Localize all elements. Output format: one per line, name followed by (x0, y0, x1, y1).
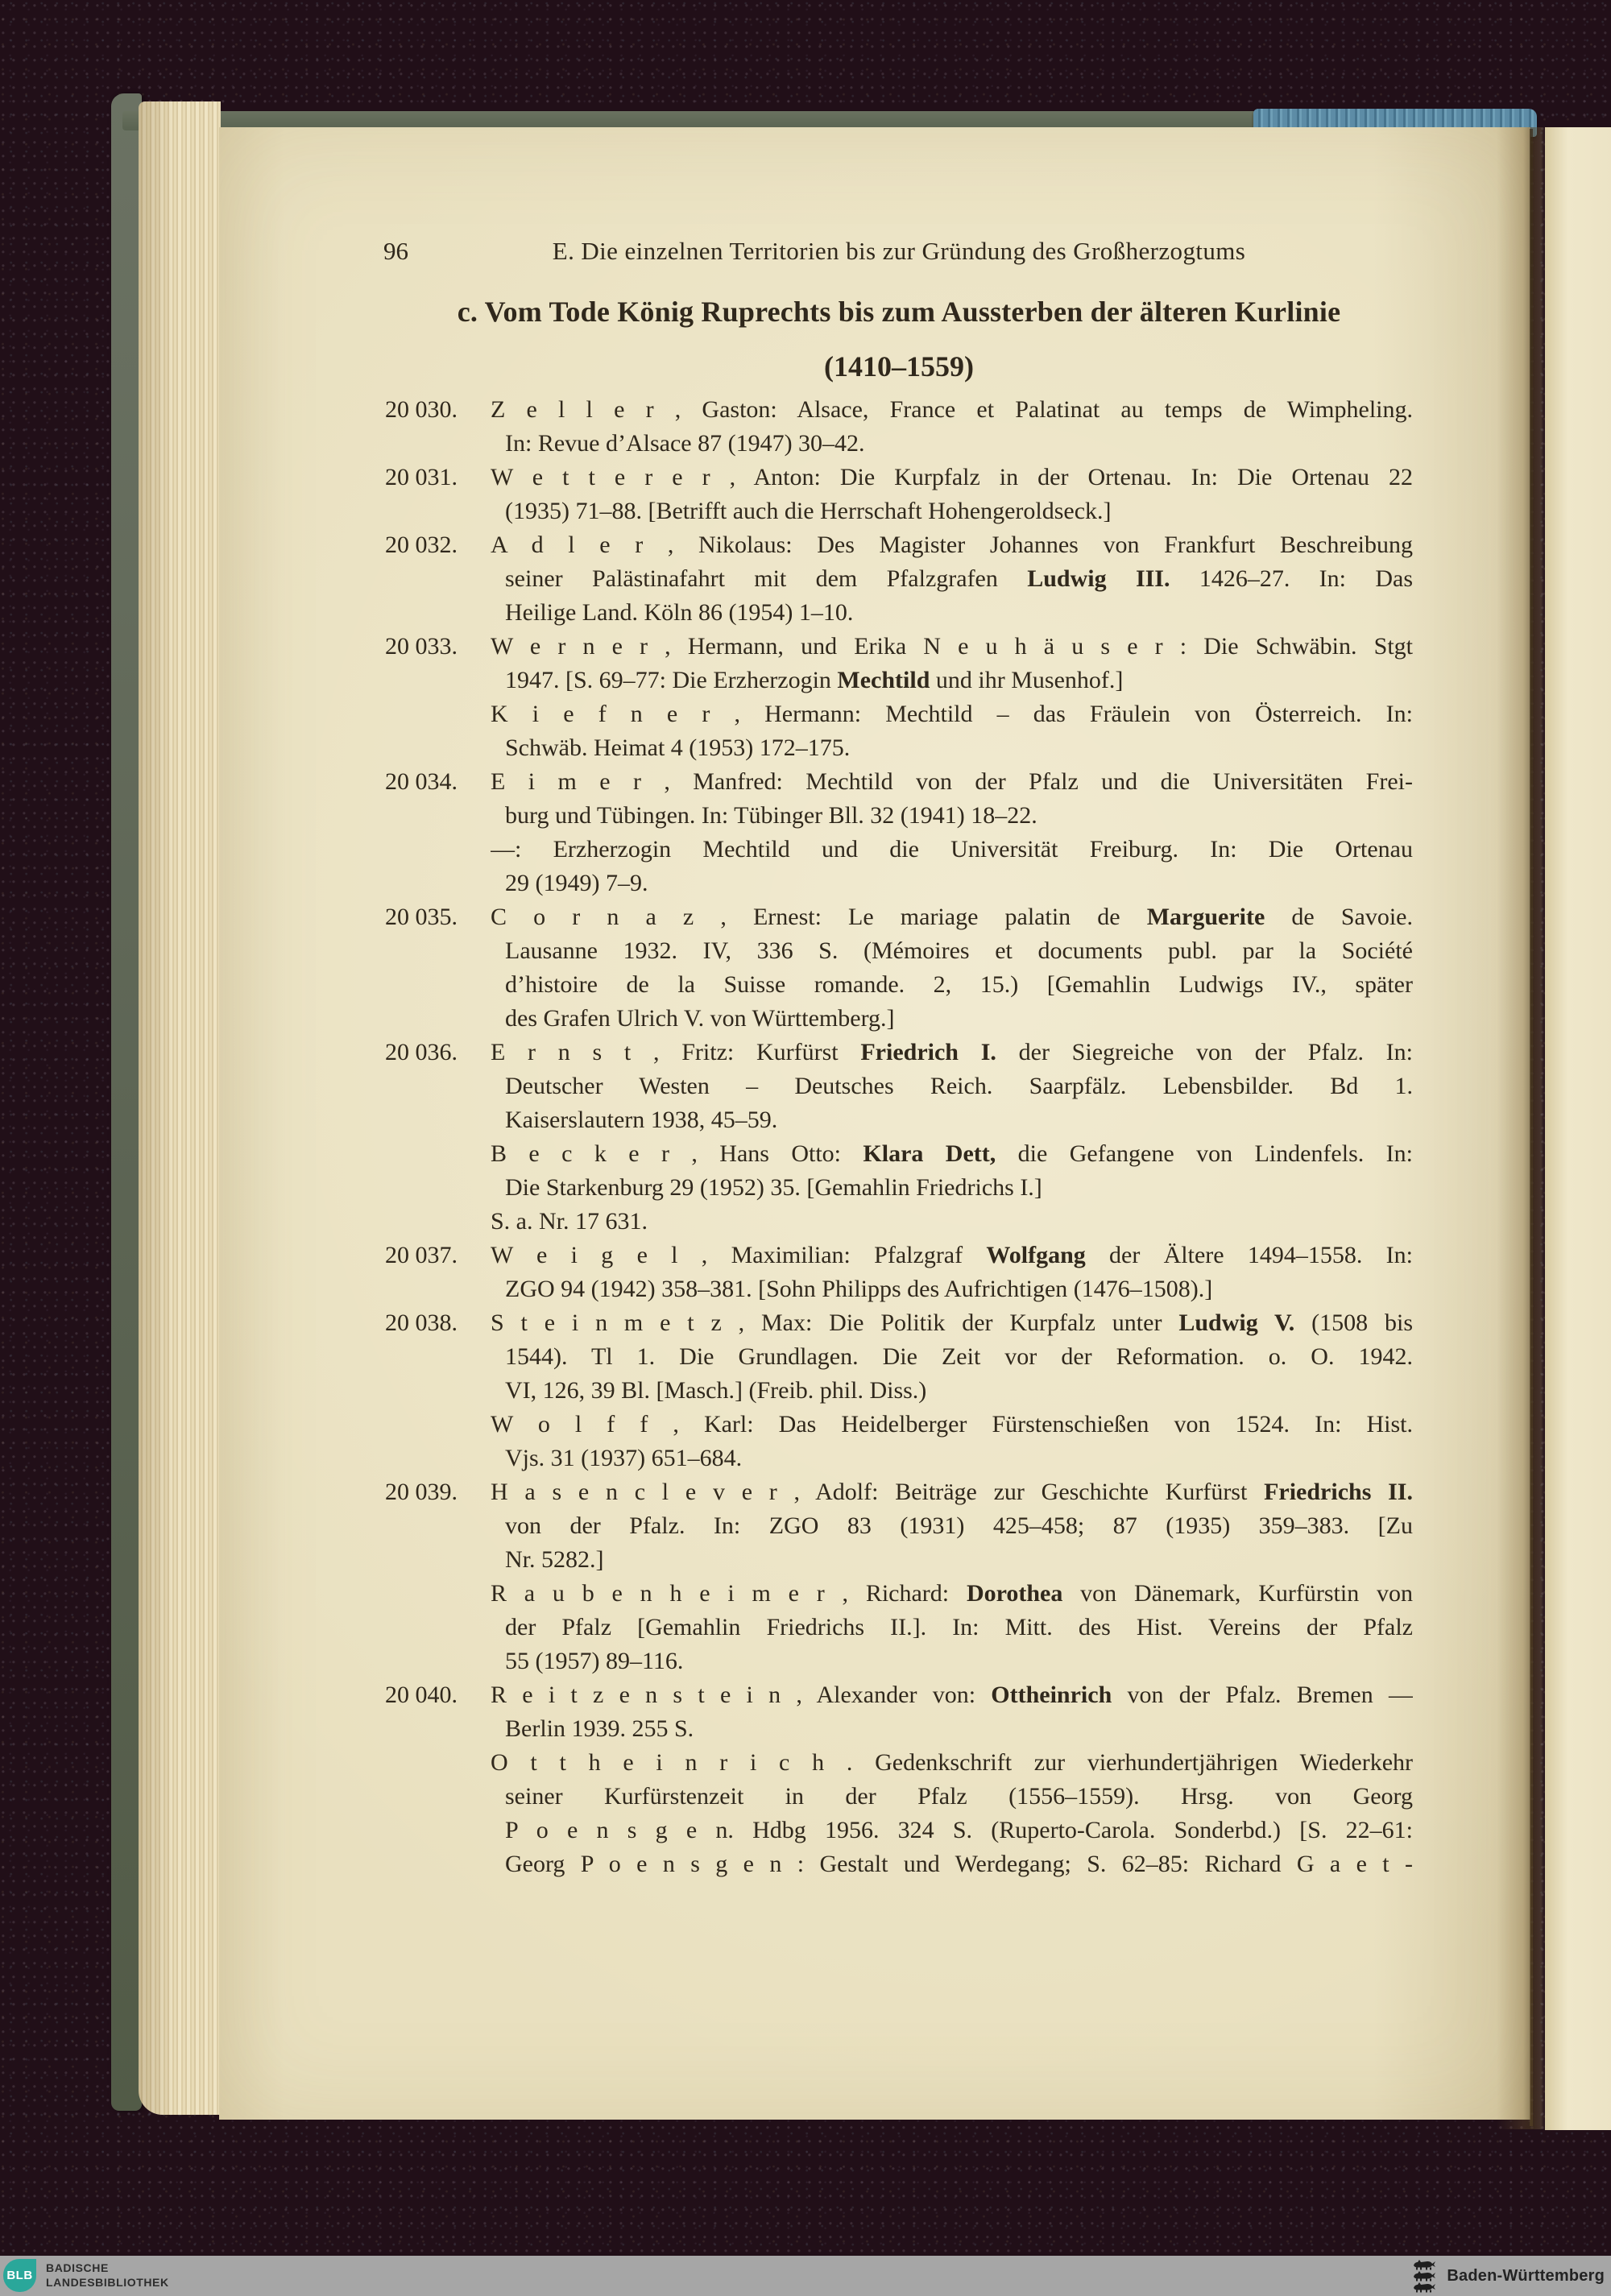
bibliography-paragraph (385, 630, 1413, 697)
bibliography-paragraph (385, 1577, 1413, 1678)
entry-number: 20 031. (385, 464, 458, 490)
text-line: E r n s t , Fritz: Kurfürst Friedrich I. der Siegreiche von der Pfalz. In: (491, 1039, 1413, 1065)
text-line: In: Revue d’Alsace 87 (1947) 30–42. (505, 430, 865, 457)
text-line: Berlin 1939. 255 S. (505, 1715, 694, 1742)
text-line: W e r n e r , Hermann, und Erika N e u h ä u s e r : Die Schwäbin. Stgt (491, 633, 1413, 660)
bibliography-paragraph (385, 461, 1413, 528)
library-name (46, 2261, 169, 2290)
text-line: Vjs. 31 (1937) 651–684. (505, 1445, 743, 1471)
bibliography-paragraph (385, 1205, 1413, 1239)
section-heading-line2: (1410–1559) (824, 350, 974, 383)
text-line: 1947. [S. 69–77: Die Erzherzogin Mechtild und ihr Musenhof.] (505, 667, 1124, 693)
entry-number: 20 034. (385, 768, 458, 795)
bibliography-paragraph (385, 1239, 1413, 1306)
text-line: C o r n a z , Ernest: Le mariage palatin de Marguerite de Savoie. (491, 904, 1413, 930)
text-line: VI, 126, 39 Bl. [Masch.] (Freib. phil. Diss.) (505, 1377, 927, 1404)
bibliography-paragraph (385, 528, 1413, 630)
text-line: 29 (1949) 7–9. (505, 870, 648, 896)
text-line: von der Pfalz. In: ZGO 83 (1931) 425–458; 87 (1935) 359–383. [Zu (505, 1512, 1413, 1539)
text-line: Kaiserslautern 1938, 45–59. (505, 1107, 778, 1133)
text-line: des Grafen Ulrich V. von Württemberg.] (505, 1005, 895, 1032)
entry-number: 20 036. (385, 1039, 458, 1065)
text-line: R e i t z e n s t e i n , Alexander von: Ottheinrich von der Pfalz. Bremen — (491, 1682, 1413, 1708)
text-line: Z e l l e r , Gaston: Alsace, France et Palatinat au temps de Wimpheling. (491, 396, 1413, 423)
text-line: ZGO 94 (1942) 358–381. [Sohn Philipps des Aufrichtigen (1476–1508).] (505, 1276, 1213, 1302)
text-line: burg und Tübingen. In: Tübinger Bll. 32 (1941) 18–22. (505, 802, 1037, 829)
text-line: W o l f f , Karl: Das Heidelberger Fürstenschießen von 1524. In: Hist. (491, 1411, 1413, 1438)
library-name-line2: LANDESBIBLIOTHEK (46, 2276, 169, 2289)
text-line: seiner Kurfürstenzeit in der Pfalz (1556–1559). Hrsg. von Georg (505, 1783, 1413, 1810)
bibliography-paragraph (385, 1036, 1413, 1137)
state-branding (1411, 2256, 1605, 2296)
text-line: der Pfalz [Gemahlin Friedrichs II.]. In: Mitt. des Hist. Vereins der Pfalz (505, 1614, 1413, 1640)
bibliography-paragraph (385, 1678, 1413, 1746)
text-line: W e i g e l , Maximilian: Pfalzgraf Wolfgang der Ältere 1494–1558. In: (491, 1242, 1413, 1268)
entry-number: 20 037. (385, 1242, 458, 1268)
text-line: Deutscher Westen – Deutsches Reich. Saarpfälz. Lebensbilder. Bd 1. (505, 1073, 1413, 1099)
blb-logo (3, 2259, 36, 2292)
text-line: B e c k e r , Hans Otto: Klara Dett, die Gefangene von Lindenfels. In: (491, 1140, 1413, 1167)
text-line: A d l e r , Nikolaus: Des Magister Johannes von Frankfurt Beschreibung (491, 532, 1413, 558)
text-line: Die Starkenburg 29 (1952) 35. [Gemahlin Friedrichs I.] (505, 1174, 1042, 1201)
text-line: E i m e r , Manfred: Mechtild von der Pfalz und die Universitäten Frei- (491, 768, 1413, 795)
blb-logo-text: BLB (6, 2269, 33, 2282)
text-line: Nr. 5282.] (505, 1546, 604, 1573)
text-line: R a u b e n h e i m e r , Richard: Dorothea von Dänemark, Kurfürstin von (491, 1580, 1413, 1607)
bibliography-paragraph (385, 1475, 1413, 1577)
bibliography-paragraph (385, 1306, 1413, 1408)
bibliography-paragraph (385, 765, 1413, 833)
bibliography-paragraph (385, 1746, 1413, 1881)
entry-number: 20 033. (385, 633, 458, 660)
footer-bar (0, 2256, 1611, 2296)
entry-number: 20 030. (385, 396, 458, 423)
entries (385, 393, 1413, 1881)
page-edge-stack (139, 101, 221, 2115)
text-line: Schwäb. Heimat 4 (1953) 172–175. (505, 734, 851, 761)
bibliography-paragraph (385, 900, 1413, 1036)
text-line: P o e n s g e n. Hdbg 1956. 324 S. (Ruperto-Carola. Sonderbd.) [S. 22–61: (505, 1817, 1413, 1843)
text-line: O t t h e i n r i c h . Gedenkschrift zur vierhundertjährigen Wiederkehr (491, 1749, 1413, 1776)
text-line: S. a. Nr. 17 631. (491, 1208, 648, 1235)
text-line: —: Erzherzogin Mechtild und die Universität Freiburg. In: Die Ortenau (491, 836, 1413, 863)
text-line: 55 (1957) 89–116. (505, 1648, 684, 1674)
entry-number: 20 039. (385, 1479, 458, 1505)
baden-wuerttemberg-coat-of-arms-icon (1411, 2258, 1437, 2294)
text-line: (1935) 71–88. [Betrifft auch die Herrschaft Hohengeroldseck.] (505, 498, 1112, 524)
text-line: Lausanne 1932. IV, 336 S. (Mémoires et documents publ. par la Société (505, 937, 1413, 964)
text-line: 1544). Tl 1. Die Grundlagen. Die Zeit vor der Reformation. o. O. 1942. (505, 1343, 1413, 1370)
entry-number: 20 040. (385, 1682, 458, 1708)
bibliography-paragraph (385, 1408, 1413, 1475)
book-cover-edge-left (111, 93, 142, 2111)
text-line: seiner Palästinafahrt mit dem Pfalzgrafen Ludwig III. 1426–27. In: Das (505, 565, 1413, 592)
text-line: K i e f n e r , Hermann: Mechtild – das Fräulein von Österreich. In: (491, 701, 1413, 727)
entry-number: 20 032. (385, 532, 458, 558)
library-name-line1: BADISCHE (46, 2261, 109, 2274)
text-line: W e t t e r e r , Anton: Die Kurpfalz in der Ortenau. In: Die Ortenau 22 (491, 464, 1413, 490)
section-heading-line1: c. Vom Tode König Ruprechts bis zum Aussterben der älteren Kurlinie (457, 296, 1341, 328)
text-line: S t e i n m e t z , Max: Die Politik der Kurpfalz unter Ludwig V. (1508 bis (491, 1309, 1413, 1336)
bibliography-paragraph (385, 393, 1413, 461)
running-header-text: E. Die einzelnen Territorien bis zur Gründung des Großherzogtums (552, 237, 1246, 265)
text-line: H a s e n c l e v e r , Adolf: Beiträge zur Geschichte Kurfürst Friedrichs II. (491, 1479, 1413, 1505)
book-page (219, 127, 1530, 2120)
bibliography-paragraph (385, 833, 1413, 900)
entry-number: 20 035. (385, 904, 458, 930)
page-number: 96 (383, 237, 408, 265)
text-line: Georg P o e n s g e n : Gestalt und Werdegang; S. 62–85: Richard G a e t - (505, 1851, 1413, 1877)
facing-page-edge (1545, 127, 1611, 2130)
entry-number: 20 038. (385, 1309, 458, 1336)
page-fold-line (1530, 129, 1533, 2126)
bibliography-paragraph (385, 1137, 1413, 1205)
bibliography-paragraph (385, 697, 1413, 765)
text-line: Heilige Land. Köln 86 (1954) 1–10. (505, 599, 854, 626)
state-label: Baden-Württemberg (1447, 2266, 1605, 2285)
running-head (385, 237, 1413, 269)
text-line: d’histoire de la Suisse romande. 2, 15.) [Gemahlin Ludwigs IV., später (505, 971, 1413, 998)
